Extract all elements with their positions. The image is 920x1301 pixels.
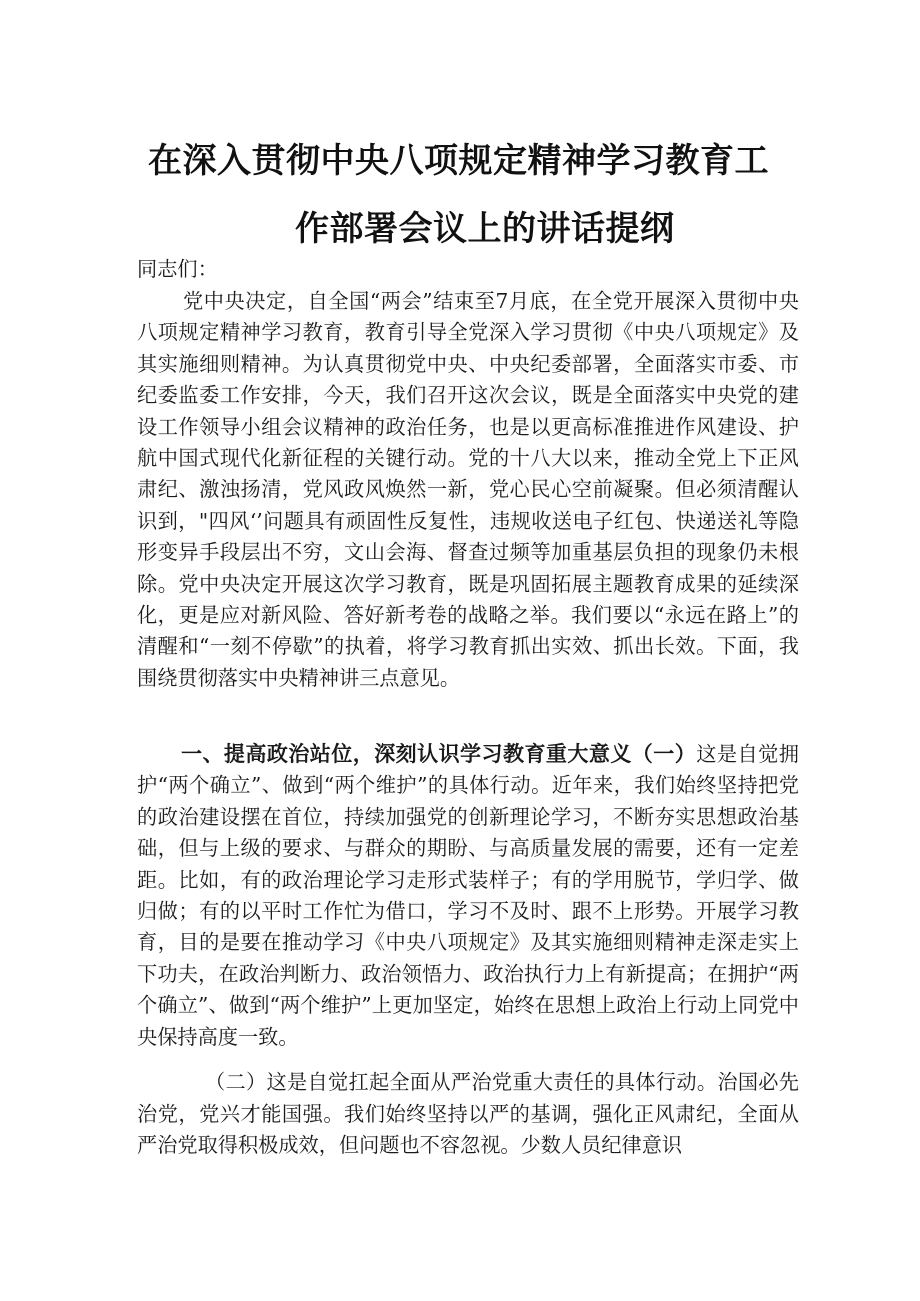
- document-title-line-1: 在深入贯彻中央八项规定精神学习教育工: [148, 141, 769, 181]
- section-1-paragraph: [137, 739, 799, 1053]
- section-1-text: 这是自觉拥护“两个确立”、做到“两个维护”的具体行动。近年来，我们始终坚持把党的政治建设摆在首位，持续加强党的创新理论学习，不断夯实思想政治基础，但与上级的要求、与群众的期盼、与高质量发展的需要，还有一定差距。比如，有的政治理论学习走形式装样子；有的学用脱节，学归学、做归做；有的以平时工作忙为借口，学习不及时、跟不上形势。开展学习教育，目的是要在推动学习《中央八项规定》及其实施细则精神走深走实上下功夫，在政治判断力、政治领悟力、政治执行力上有新提高；在拥护“两个确立”、做到“两个维护”上更加坚定，始终在思想上政治上行动上同党中央保持高度一致。: [137, 742, 799, 1049]
- section-1-sub-2-paragraph: （二）这是自觉扛起全面从严治党重大责任的具体行动。治国必先治党，党兴才能国强。我们始终坚持以严的基调，强化正风肃纪，全面从严治党取得积极成效，但问题也不容忽视。少数人员纪律意识: [137, 1070, 799, 1158]
- document-title-line-2: 作部署会议上的讲话提纲: [295, 209, 675, 249]
- intro-paragraph: 党中央决定，自全国“两会”结束至7月底，在全党开展深入贯彻中央八项规定精神学习教育，教育引导全党深入学习贯彻《中央八项规定》及其实施细则精神。为认真贯彻党中央、中央纪委部署，全面落实市委、市纪委监委工作安排，今天，我们召开这次会议，既是全面落实中央党的建设工作领导小组会议精神的政治任务，也是以更高标准推进作风建设、护航中国式现代化新征程的关键行动。党的十八大以来，推动全党上下正风肃纪、激浊扬清，党风政风焕然一新，党心民心空前凝聚。但必须清醒认识到，"四风‘’问题具有顽固性反复性，违规收送电子红包、快递送礼等隐形变异手段层出不穷，文山会海、督查过频等加重基层负担的现象仍未根除。党中央决定开展这次学习教育，既是巩固拓展主题教育成果的延续深化，更是应对新风险、答好新考卷的战略之举。我们要以“永远在路上”的清醒和“一刻不停歇”的执着，将学习教育抓出实效、抓出长效。下面，我围绕贯彻落实中央精神讲三点意见。: [137, 289, 799, 690]
- section-1-heading: 一、提高政治站位，深刻认识学习教育重大意义（一）: [181, 742, 697, 766]
- salutation: 同志们：: [137, 257, 218, 281]
